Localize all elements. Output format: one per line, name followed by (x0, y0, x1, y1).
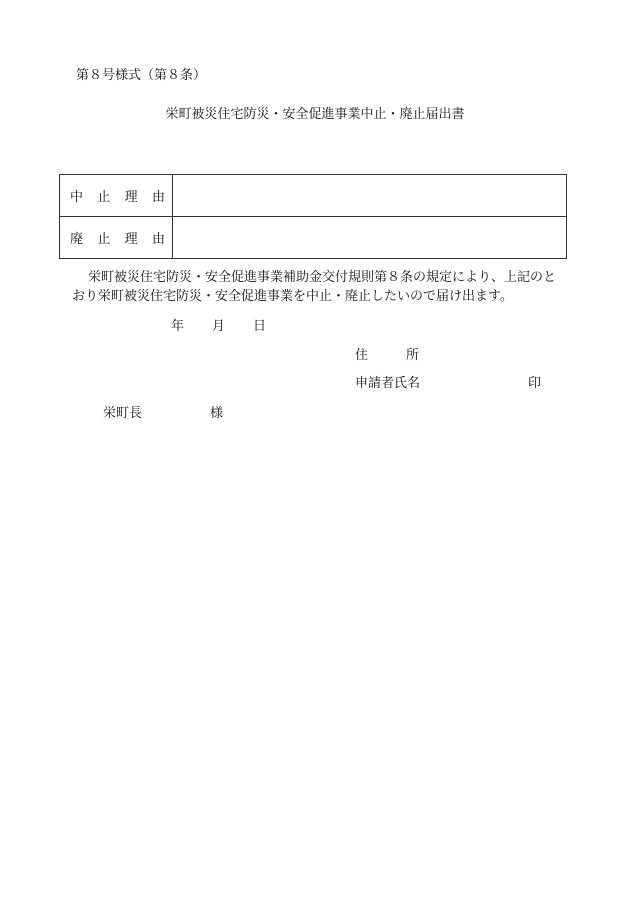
table-row-abolition (60, 217, 567, 259)
reason-table (59, 174, 567, 259)
label-char: 廃 (70, 232, 84, 247)
addressee-name: 栄町長 (103, 406, 143, 421)
body-line: おり栄町被災住宅防災・安全促進事業を中止・廃止したいので届け出ます。 (72, 289, 513, 304)
suspension-reason-field[interactable] (173, 175, 567, 217)
label-char: 由 (151, 232, 165, 247)
applicant-name-label: 申請者氏名 (355, 376, 421, 391)
label-char: 中 (70, 190, 84, 205)
label-char: 止 (97, 232, 111, 247)
label-char: 由 (151, 190, 165, 205)
seal-mark: 印 (528, 376, 542, 391)
date-line (171, 315, 266, 334)
label-char: 住 (355, 348, 369, 363)
body-paragraph (72, 268, 572, 306)
body-line: 栄町被災住宅防災・安全促進事業補助金交付規則第８条の規定により、上記のと (88, 270, 557, 285)
label-char: 所 (406, 348, 420, 363)
table-row-suspension (60, 175, 567, 217)
addressee-honorific: 様 (210, 406, 224, 421)
date-month: 月 (212, 319, 226, 334)
label-char: 理 (124, 232, 138, 247)
date-year: 年 (171, 319, 185, 334)
abolition-reason-label (60, 217, 173, 259)
form-number: 第８号様式（第８条） (76, 68, 207, 83)
address-label (355, 344, 419, 363)
date-day: 日 (253, 319, 267, 334)
document-title: 栄町被災住宅防災・安全促進事業中止・廃止届出書 (165, 107, 465, 122)
label-char: 止 (97, 190, 111, 205)
abolition-reason-field[interactable] (173, 217, 567, 259)
suspension-reason-label (60, 175, 173, 217)
label-char: 理 (124, 190, 138, 205)
